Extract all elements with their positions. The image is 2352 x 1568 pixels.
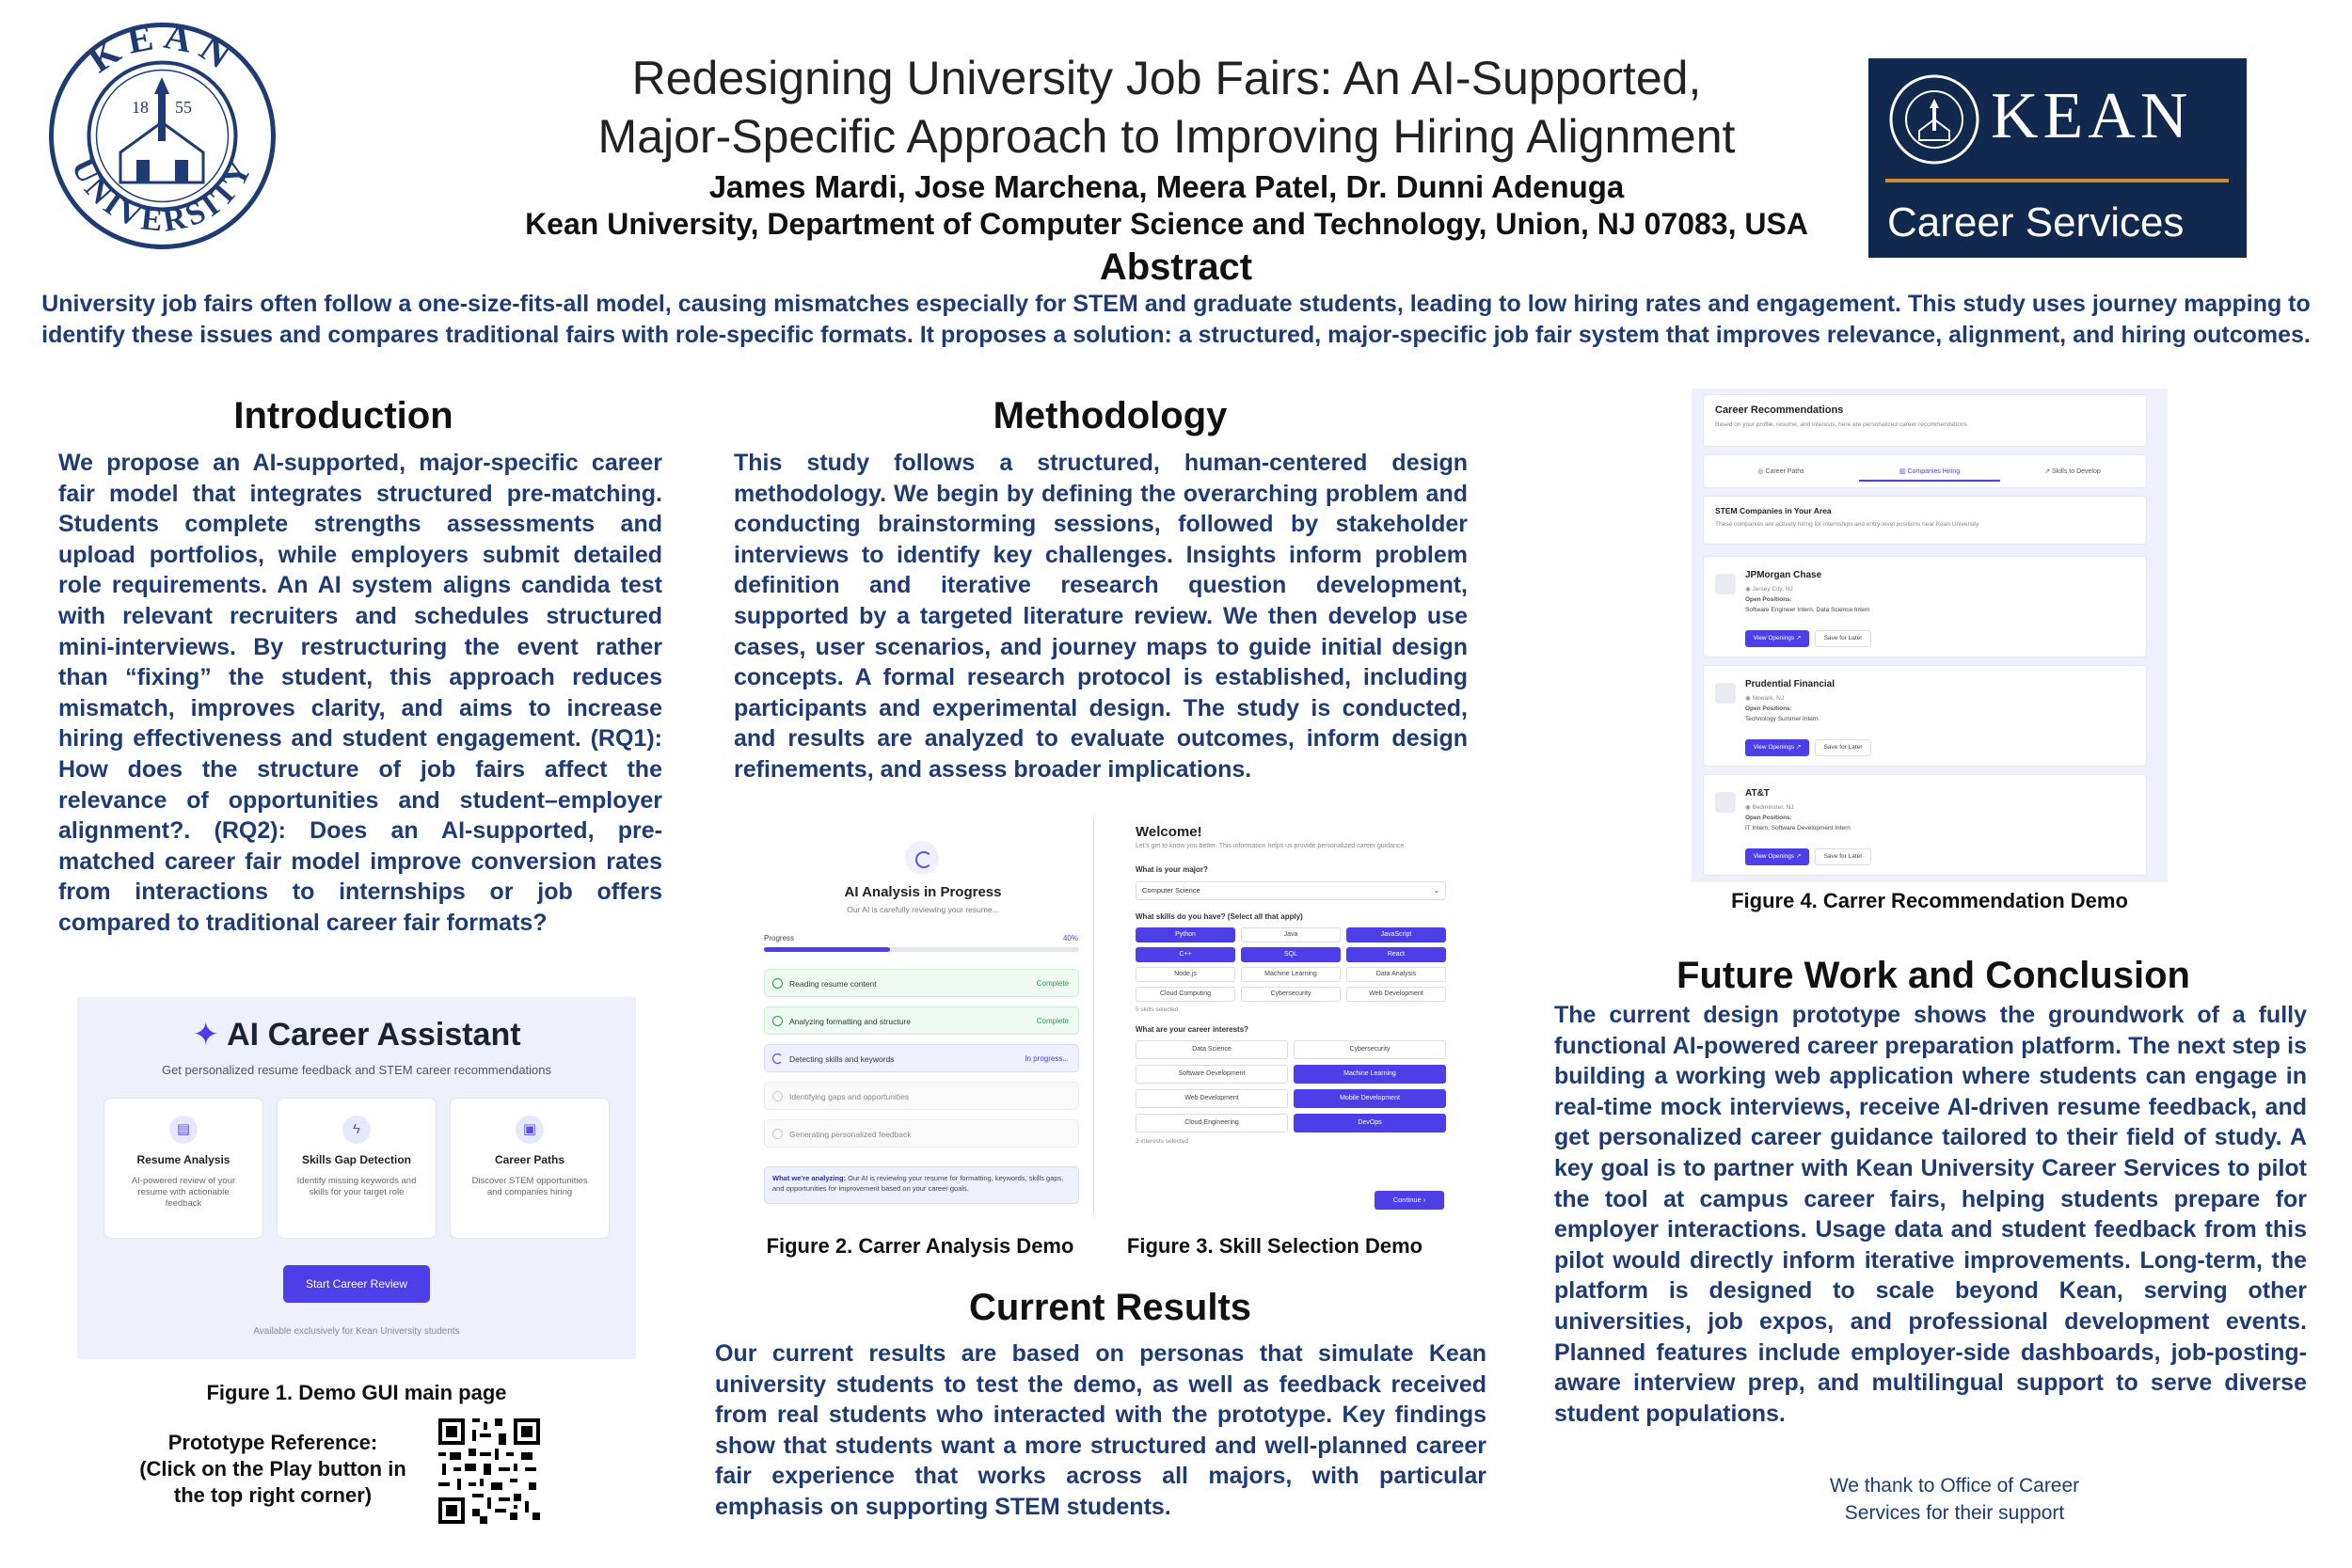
save-for-later-button[interactable]: Save for Later [1815, 848, 1871, 865]
analysis-step: Analyzing formatting and structure Complete [764, 1006, 1079, 1035]
pending-circle-icon [772, 1091, 783, 1101]
open-positions-label: Open Positions: [1745, 815, 1792, 821]
company-card [1703, 774, 2147, 876]
future-work-heading: Future Work and Conclusion [1677, 955, 2190, 996]
svg-text:55: 55 [175, 98, 192, 117]
figure-1-caption: Figure 1. Demo GUI main page [206, 1381, 507, 1404]
skills-selected-count: 5 skills selected [1136, 1006, 1179, 1013]
methodology-heading: Methodology [993, 395, 1228, 436]
company-location: ◉ Newark, NJ [1745, 695, 1785, 702]
progress-bar-fill [764, 947, 890, 952]
recommendations-title: Career Recommendations [1715, 404, 1844, 416]
sparkle-icon: ✦ [192, 1017, 219, 1053]
card-desc: Identify missing keywords and skills for your target role [296, 1176, 417, 1197]
app-subtitle: Get personalized resume feedback and STEM career recommendations [161, 1063, 552, 1077]
company-card [1703, 556, 2147, 657]
compass-icon: ◎ [1757, 468, 1766, 475]
external-link-icon: ↗ [1795, 635, 1802, 641]
card-title: Resume Analysis [136, 1153, 230, 1166]
spinner-icon [772, 1053, 783, 1064]
company-card [1703, 665, 2147, 767]
skill-chip[interactable]: Node.js [1136, 967, 1235, 982]
career-logo-name: KEAN [1991, 80, 2193, 152]
svg-text:KEAN: KEAN [80, 21, 246, 81]
location-pin-icon: ◉ [1745, 804, 1753, 811]
poster-title [433, 49, 1900, 166]
authors: James Mardi, Jose Marchena, Meera Patel, Dr. Dunni Adenuga [708, 169, 1625, 204]
company-name: AT&T [1745, 788, 1770, 799]
title-line-1: Redesigning University Job Fairs: An AI-Supported, [631, 52, 1702, 104]
active-tab-indicator [1859, 480, 2000, 482]
card-desc: Discover STEM opportunities and companies hiring [471, 1176, 588, 1197]
arrow-right-icon: › [1422, 1196, 1426, 1204]
company-positions: Software Engineer Intern, Data Science Intern [1745, 607, 1870, 613]
affiliation: Kean University, Department of Computer Science and Technology, Union, NJ 07083, USA [525, 207, 1808, 241]
skill-chip[interactable]: C++ [1136, 947, 1235, 962]
methodology-text: This study follows a structured, human-centered design methodology. We begin by defining the overarching problem and conducting brainstorming sessions, followed by stakeholder interviews to identify key challenges. Insights inform problem definition and iterative research question development, supported by a targeted literature review. We then develop use cases, user scenarios, and journey maps to guide initial design concepts. A formal research protocol is established, including participants and experimental design. The study is conducted, and results are analyzed to evaluate outcomes, inform design refinements, and assess broader implications. [734, 450, 1468, 783]
interest-chip[interactable]: Data Science [1136, 1040, 1288, 1059]
chevron-down-icon: ⌄ [1433, 886, 1439, 895]
companies-section-header [1703, 496, 2147, 545]
svg-text:UNIVERSITY: UNIVERSITY [64, 152, 261, 239]
skill-chip[interactable]: SQL [1241, 947, 1341, 962]
figure-2-caption: Figure 2. Carrer Analysis Demo [766, 1234, 1074, 1258]
interest-chip[interactable]: Mobile Development [1294, 1089, 1446, 1108]
analysis-subtitle: Our AI is carefully reviewing your resume... [847, 905, 999, 914]
interest-chip[interactable]: DevOps [1294, 1114, 1446, 1132]
check-icon [772, 1016, 783, 1026]
figure-4-caption: Figure 4. Carrer Recommendation Demo [1731, 889, 2128, 912]
skill-chip[interactable]: Web Development [1346, 987, 1446, 1002]
section-title: STEM Companies in Your Area [1715, 506, 1832, 515]
recommendations-header [1703, 394, 2147, 447]
interest-chip[interactable]: Machine Learning [1294, 1065, 1446, 1084]
feature-card-career-paths [450, 1098, 610, 1239]
continue-button[interactable]: Continue › [1375, 1191, 1444, 1210]
company-positions: Technology Summer Intern [1745, 716, 1819, 722]
external-link-icon: ↗ [1795, 744, 1802, 751]
interest-chip[interactable]: Cloud Engineering [1136, 1114, 1288, 1132]
external-link-icon: ↗ [1795, 853, 1802, 860]
results-heading: Current Results [968, 1287, 1252, 1328]
view-openings-button[interactable]: View Openings ↗ [1745, 848, 1809, 865]
skill-chip[interactable]: Cybersecurity [1241, 987, 1341, 1002]
major-select[interactable]: Computer Science ⌄ [1136, 881, 1446, 900]
interest-chip[interactable]: Web Development [1136, 1089, 1288, 1108]
skill-chip[interactable]: Machine Learning [1241, 967, 1341, 982]
svg-text:18: 18 [132, 98, 149, 117]
major-question: What is your major? [1136, 865, 1208, 874]
location-pin-icon: ◉ [1745, 695, 1753, 702]
analysis-step: Reading resume content Complete [764, 969, 1079, 997]
building-icon: ▥ [1899, 468, 1908, 475]
tab-skills-to-develop[interactable]: ↗ Skills to Develop [2044, 468, 2101, 475]
feature-card-resume [103, 1098, 263, 1239]
company-logo [1715, 574, 1736, 594]
skill-chip[interactable]: React [1346, 947, 1446, 962]
prototype-reference: Prototype Reference: (Click on the Play button in the top right corner) [139, 1431, 406, 1507]
bolt-icon: ϟ [342, 1116, 371, 1144]
save-for-later-button[interactable]: Save for Later [1815, 630, 1871, 647]
introduction-heading: Introduction [233, 395, 453, 436]
company-positions: IT Intern, Software Development Intern [1745, 825, 1851, 832]
figure-1-screenshot [77, 997, 636, 1359]
card-desc: AI-powered review of your resume with actionable feedback [131, 1176, 236, 1209]
progress-bar [764, 947, 1079, 952]
progress-value: 40% [1062, 934, 1078, 942]
company-name: Prudential Financial [1745, 679, 1836, 689]
briefcase-icon: ▣ [516, 1116, 544, 1144]
skills-question: What skills do you have? (Select all that apply) [1136, 912, 1303, 921]
company-logo [1715, 792, 1736, 813]
acknowledgement: We thank to Office of Career Services for their support [1829, 1475, 2080, 1524]
view-openings-button[interactable]: View Openings ↗ [1745, 739, 1809, 756]
results-text: Our current results are based on personas that simulate Kean university students to test the demo, as well as feedback received from real students who interacted with the prototype. Key findings show that students want a more structured and well-planned career fair experience that works across all majors, with particular emphasis on supporting STEM students. [715, 1340, 1486, 1520]
view-openings-button[interactable]: View Openings ↗ [1745, 630, 1809, 647]
interest-chip[interactable]: Software Development [1136, 1065, 1288, 1084]
title-line-2: Major-Specific Approach to Improving Hiring Alignment [597, 110, 1736, 163]
career-logo-dept: Career Services [1887, 199, 2185, 245]
interest-chip[interactable]: Cybersecurity [1294, 1040, 1446, 1059]
trend-icon: ↗ [2044, 468, 2053, 475]
loading-spinner-icon [905, 841, 939, 875]
location-pin-icon: ◉ [1745, 586, 1753, 593]
introduction-text: We propose an AI-supported, major-specific career fair model that integrates structured pre-matching. Students complete strengths assessments and upload portfolios, while employers submit detailed role requirements. An AI system aligns candida test with relevant recruiters and schedules structured mini-interviews. By restructuring the event rather than “fixing” the student, this approach reduces mismatch, improves clarity, and aims to increase hiring effectiveness and student engagement. (RQ1): How does the structure of job fairs affect the relevance of opportunities and student–employer alignment?. (RQ2): Does an AI-supported, pre-matched career fair model improve conversion rates from interactions to internships or job offers compared to traditional career fair formats? [58, 450, 662, 936]
analysis-step: Identifying gaps and opportunities [764, 1082, 1079, 1110]
start-career-review-button[interactable]: Start Career Review [283, 1265, 430, 1303]
card-title: Skills Gap Detection [301, 1153, 412, 1166]
abstract-heading: Abstract [1099, 246, 1253, 288]
welcome-title: Welcome! [1136, 824, 1202, 840]
recommendations-subtitle: Based on your profile, resume, and interests, here are personalized career recommendations [1715, 421, 1967, 428]
app-footer-note: Available exclusively for Kean University students [253, 1326, 460, 1337]
interests-question: What are your career interests? [1136, 1025, 1249, 1034]
abstract-text: University job fairs often follow a one-size-fits-all model, causing mismatches especially for STEM and graduate students, leading to low hiring rates and engagement. This study uses journey mapping to identify these issues and compares traditional fairs with role-specific formats. It proposes a solution: a structured, major-specific job fair system that improves relevance, alignment, and hiring outcomes. [41, 291, 2311, 348]
company-name: JPMorgan Chase [1745, 570, 1822, 580]
company-location: ◉ Bedminster, NJ [1745, 804, 1794, 811]
pending-circle-icon [772, 1129, 783, 1139]
skill-chip[interactable]: Cloud Computing [1136, 987, 1235, 1002]
skill-chip[interactable]: Data Analysis [1346, 967, 1446, 982]
feature-card-skills-gap [277, 1098, 437, 1239]
interests-selected-count: 3 interests selected [1136, 1138, 1189, 1145]
career-logo-rule [1885, 179, 2229, 182]
figure-2-screenshot [753, 828, 1093, 1213]
document-icon: ▤ [169, 1116, 198, 1144]
skill-chip[interactable]: Java [1241, 927, 1341, 942]
analysis-title: AI Analysis in Progress [844, 884, 1002, 900]
figure-3-screenshot [1093, 818, 1451, 1213]
seal-icon [1887, 72, 1981, 166]
analysis-note: What we're analyzing: Our AI is reviewing your resume for formatting, keywords, skills gaps, and opportunities for improvement based on your career goals. [764, 1166, 1079, 1204]
tab-career-paths[interactable]: ◎ Career Paths [1757, 468, 1804, 475]
progress-label: Progress [764, 934, 795, 942]
company-logo [1715, 683, 1736, 704]
card-title: Career Paths [494, 1153, 565, 1166]
figure-3-caption: Figure 3. Skill Selection Demo [1126, 1234, 1423, 1258]
open-positions-label: Open Positions: [1745, 596, 1792, 603]
prototype-qr-code[interactable] [438, 1418, 540, 1524]
analysis-step: Generating personalized feedback [764, 1119, 1079, 1148]
future-work-text: The current design prototype shows the groundwork of a fully functional AI-powered career preparation platform. The next step is building a working web application where students can engage in real-time mock interviews, receive AI-driven resume feedback, and get personalized career guidance tailored to their field of study. A key goal is to partner with Kean University Career Services to pilot the tool at campus career fairs, helping students prepare for employer interactions. Usage data and student feedback from this pilot would directly inform iterative improvements. Long-term, the platform is designed to scale beyond Kean, serving other universities, job expos, and professional development events. Planned features include employer-side dashboards, job-posting-aware interview prep, and multilingual support to serve diverse student populations. [1554, 1002, 2307, 1427]
skill-chip[interactable]: JavaScript [1346, 927, 1446, 942]
open-positions-label: Open Positions: [1745, 705, 1792, 712]
save-for-later-button[interactable]: Save for Later [1815, 739, 1871, 756]
kean-university-seal [47, 21, 278, 251]
section-subtitle: These companies are actively hiring for internships and entry-level positions near Kean University [1715, 521, 1979, 528]
welcome-subtitle: Let's get to know you better. This information helps us provide personalized career guidance. [1136, 843, 1406, 849]
skill-chip[interactable]: Python [1136, 927, 1235, 942]
career-services-logo [1868, 58, 2247, 258]
tab-companies-hiring[interactable]: ▥ Companies Hiring [1899, 468, 1961, 475]
company-location: ◉ Jersey City, NJ [1745, 586, 1793, 593]
ai-career-assistant-title: ✦ AI Career Assistant [192, 1017, 521, 1053]
figure-4-screenshot [1692, 388, 2168, 882]
check-icon [772, 978, 783, 989]
analysis-step: Detecting skills and keywords In progress... [764, 1044, 1079, 1072]
